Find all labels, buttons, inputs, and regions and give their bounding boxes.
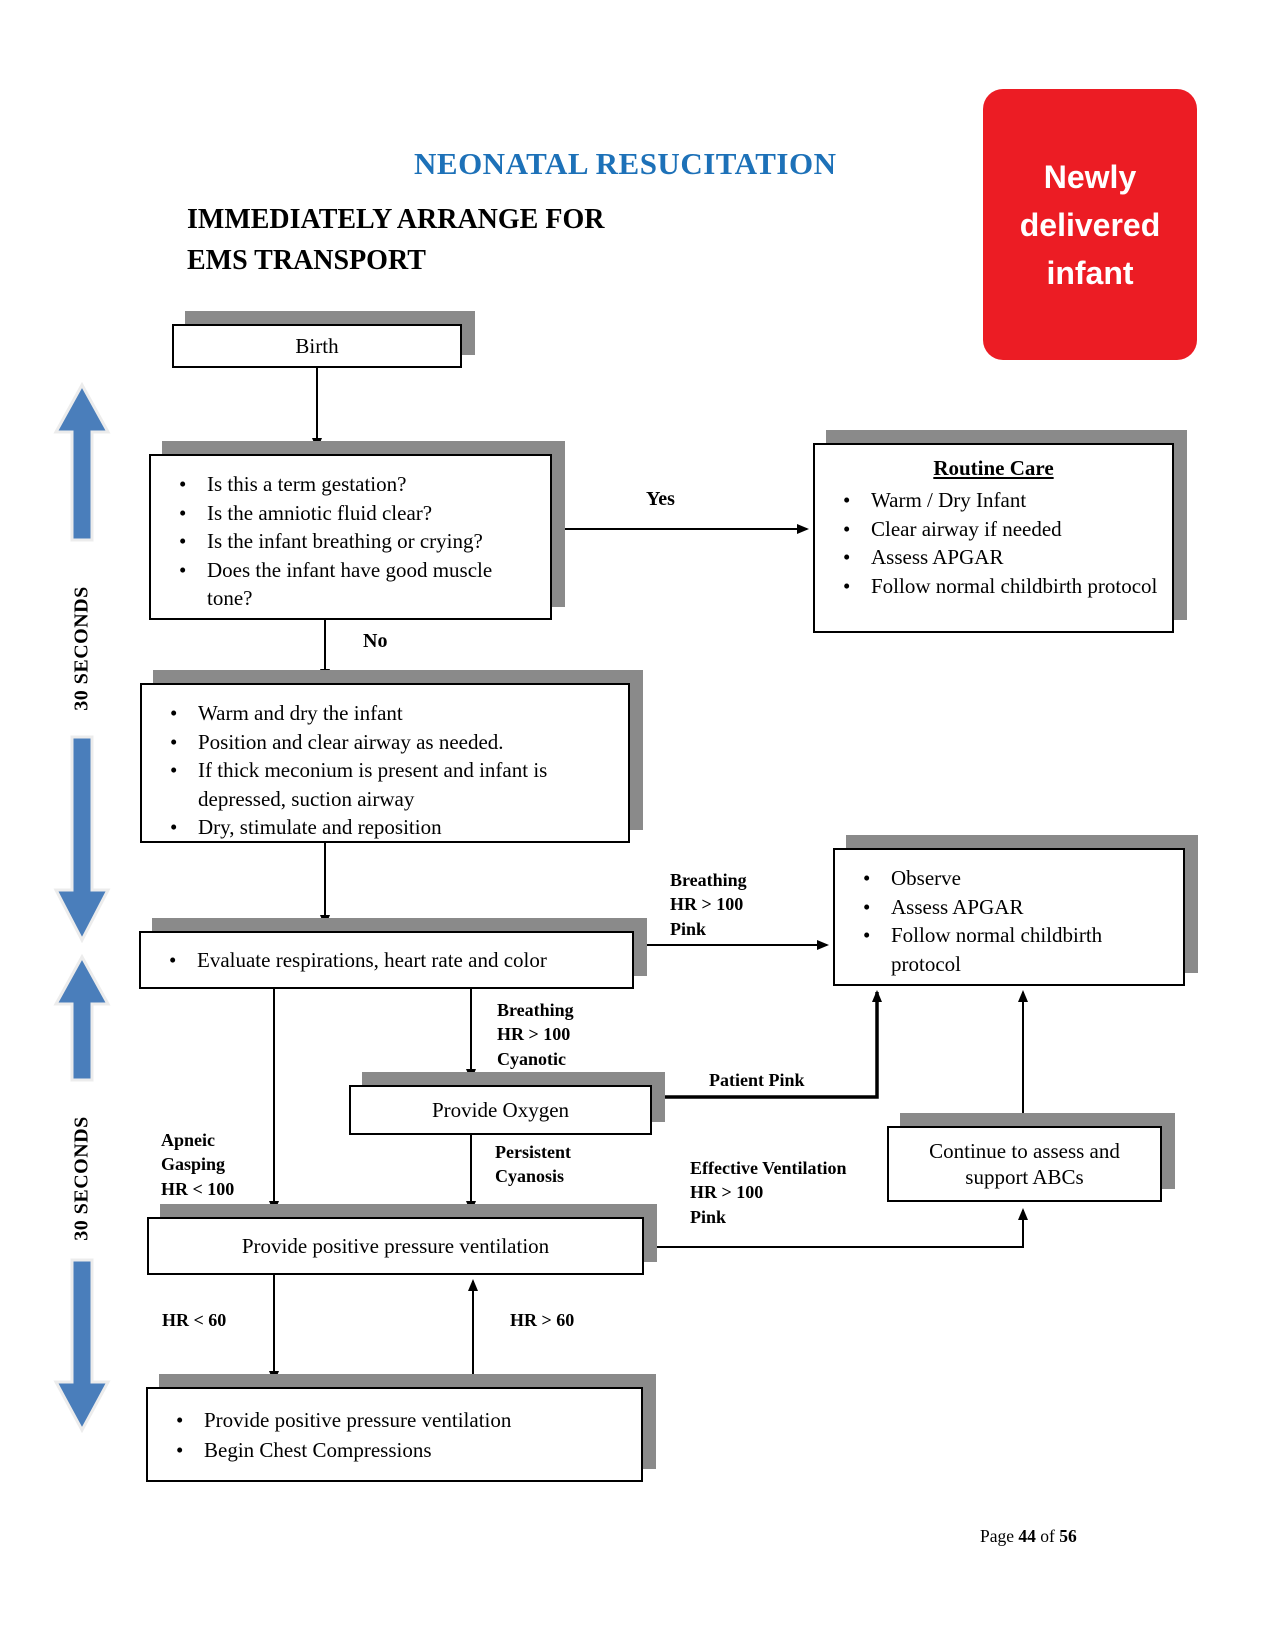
label-line: Persistent bbox=[495, 1142, 571, 1162]
ems-transport-heading bbox=[187, 200, 604, 281]
label-line: Apneic bbox=[161, 1130, 215, 1150]
bullet-item: • Evaluate respirations, heart rate and color bbox=[153, 946, 624, 975]
birth-box bbox=[172, 324, 462, 368]
effective-ventilation-label bbox=[690, 1156, 846, 1229]
page-number-current: 44 bbox=[1018, 1526, 1036, 1546]
timeline-down-arrow-1 bbox=[56, 737, 108, 940]
timeline-label-upper: 30 SECONDS bbox=[70, 586, 93, 711]
badge-line-3: infant bbox=[1046, 254, 1134, 291]
bullet-item: • Is the infant breathing or crying? bbox=[163, 527, 542, 556]
observe-bullets bbox=[835, 850, 1183, 984]
label-line: HR > 100 bbox=[690, 1182, 764, 1203]
bullet-item: • If thick meconium is present and infant is depressed, suction airway bbox=[154, 756, 620, 813]
yes-label: Yes bbox=[646, 488, 675, 510]
bullet-item: • Warm / Dry Infant bbox=[827, 486, 1164, 515]
ems-heading-line-1: IMMEDIATELY ARRANGE FOR bbox=[187, 204, 605, 235]
page-number bbox=[980, 1526, 1077, 1547]
bullet-item: • Warm and dry the infant bbox=[154, 699, 620, 728]
badge-line-2: delivered bbox=[1019, 206, 1161, 243]
bullet-item: • Clear airway if needed bbox=[827, 515, 1164, 544]
bullet-item: • Is the amniotic fluid clear? bbox=[163, 499, 542, 528]
evaluate-bullets bbox=[141, 933, 632, 981]
bullet-item: • Observe bbox=[847, 864, 1175, 893]
newly-delivered-infant-badge bbox=[983, 89, 1197, 360]
timeline-up-arrow-1 bbox=[56, 385, 108, 540]
label-line: Gasping bbox=[161, 1154, 226, 1175]
bullet-item: • Is this a term gestation? bbox=[163, 470, 542, 499]
initial-steps-bullets bbox=[142, 685, 628, 848]
ems-heading-line-2: EMS TRANSPORT bbox=[187, 244, 426, 276]
assessment-box bbox=[149, 454, 552, 620]
page-title: NEONATAL RESUCITATION bbox=[414, 146, 837, 181]
initial-steps-box bbox=[140, 683, 630, 843]
patient-pink-label: Patient Pink bbox=[709, 1070, 805, 1090]
label-line: HR > 100 bbox=[497, 1024, 571, 1045]
provide-oxygen-box bbox=[349, 1085, 652, 1135]
ppv-compressions-box bbox=[146, 1387, 643, 1482]
label-line: Pink bbox=[690, 1206, 727, 1227]
label-line: HR < 100 bbox=[161, 1178, 235, 1199]
evaluate-box bbox=[139, 931, 634, 989]
breathing-pink-label bbox=[670, 868, 747, 941]
apneic-gasping-label bbox=[161, 1128, 234, 1201]
label-line: Cyanosis bbox=[495, 1166, 565, 1187]
bullet-item: • Does the infant have good muscle tone? bbox=[163, 556, 542, 613]
hr-below-60-label: HR < 60 bbox=[162, 1310, 227, 1330]
bullet-item: • Begin Chest Compressions bbox=[160, 1435, 633, 1465]
routine-care-box bbox=[813, 443, 1174, 633]
routine-care-title: Routine Care bbox=[933, 456, 1054, 480]
ppv-text: Provide positive pressure ventilation bbox=[241, 1233, 550, 1258]
bullet-item: • Provide positive pressure ventilation bbox=[160, 1405, 633, 1435]
breathing-cyanotic-label bbox=[497, 998, 574, 1071]
ppv-box bbox=[147, 1217, 644, 1275]
continue-abcs-text: Continue to assess and support ABCs bbox=[929, 1138, 1120, 1189]
ppv-compressions-bullets bbox=[148, 1389, 641, 1472]
label-line: Effective Ventilation bbox=[690, 1158, 847, 1178]
bullet-item: • Assess APGAR bbox=[847, 893, 1175, 922]
badge-line-1: Newly bbox=[1043, 158, 1137, 195]
bullet-item: • Follow normal childbirth protocol bbox=[847, 921, 1175, 978]
timeline-down-arrow-2 bbox=[56, 1260, 108, 1430]
page-number-prefix: Page bbox=[980, 1526, 1019, 1546]
assessment-bullets bbox=[151, 456, 550, 619]
label-line: Breathing bbox=[497, 1000, 574, 1020]
label-line: Breathing bbox=[670, 870, 747, 890]
bullet-item: • Dry, stimulate and reposition bbox=[154, 813, 620, 842]
no-label: No bbox=[363, 630, 388, 652]
page-number-of: of bbox=[1035, 1526, 1060, 1546]
provide-oxygen-text: Provide Oxygen bbox=[431, 1097, 570, 1122]
routine-care-bullets bbox=[815, 482, 1172, 606]
bullet-item: • Position and clear airway as needed. bbox=[154, 728, 620, 757]
hr-above-60-label: HR > 60 bbox=[510, 1310, 575, 1330]
timeline-label-lower: 30 SECONDS bbox=[70, 1116, 93, 1241]
observe-box bbox=[833, 848, 1185, 986]
label-line: HR > 100 bbox=[670, 894, 744, 915]
label-line: Pink bbox=[670, 918, 707, 939]
birth-box-text: Birth bbox=[295, 333, 339, 358]
timeline-up-arrow-2 bbox=[56, 957, 108, 1080]
page-number-total: 56 bbox=[1059, 1526, 1077, 1546]
bullet-item: • Assess APGAR bbox=[827, 543, 1164, 572]
continue-abcs-box bbox=[887, 1126, 1162, 1202]
bullet-item: • Follow normal childbirth protocol bbox=[827, 572, 1164, 601]
label-line: Cyanotic bbox=[497, 1048, 566, 1069]
persistent-cyanosis-label bbox=[495, 1140, 571, 1189]
